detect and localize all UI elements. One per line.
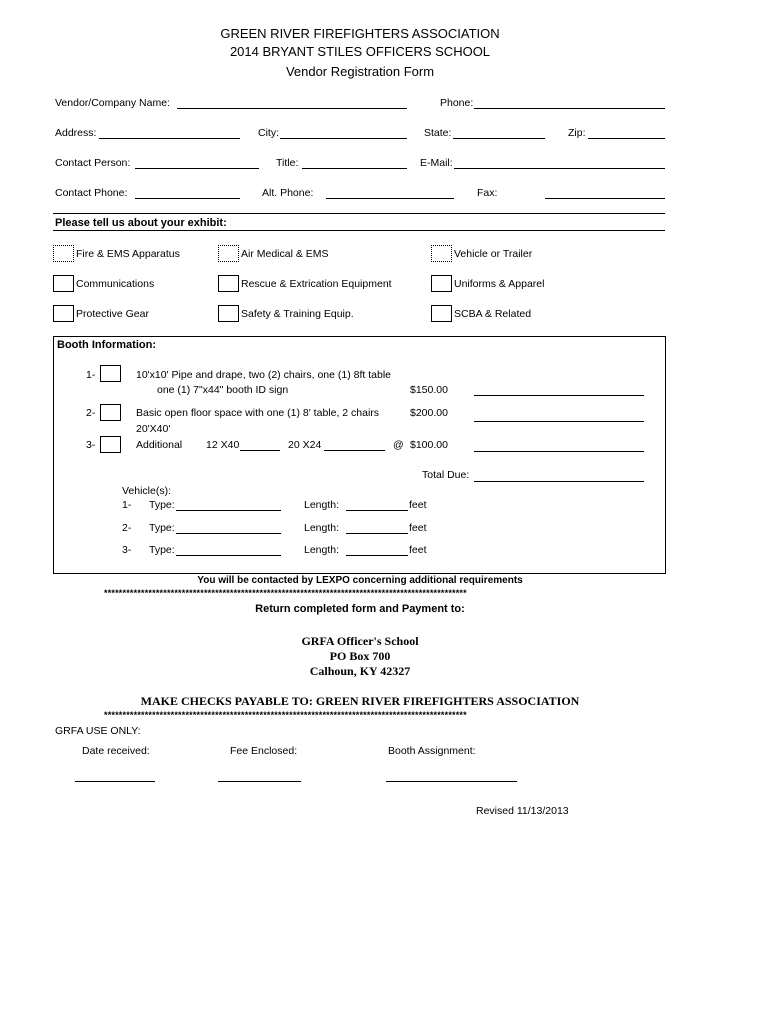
booth-assignment-label: Booth Assignment:	[388, 745, 476, 757]
booth-option3-price: $100.00	[410, 439, 448, 451]
option-communications: Communications	[76, 278, 155, 290]
stars-divider: **************************************************************************************************	[104, 588, 467, 598]
checkbox-uniforms[interactable]	[431, 275, 452, 292]
contact-phone-label: Contact Phone:	[55, 187, 128, 199]
header-line2: 2014 BRYANT STILES OFFICERS SCHOOL	[229, 44, 491, 59]
phone-label: Phone:	[440, 97, 474, 109]
email-field[interactable]	[454, 168, 665, 169]
alt-phone-label: Alt. Phone:	[262, 187, 314, 199]
vehicle2-length-field[interactable]	[346, 533, 408, 534]
revised-date: Revised 11/13/2013	[476, 805, 569, 817]
booth-size-12x40-field[interactable]	[240, 450, 280, 451]
phone-field[interactable]	[474, 108, 665, 109]
fax-label: Fax:	[477, 187, 498, 199]
booth-assignment-field[interactable]	[386, 781, 517, 782]
checkbox-safety-training[interactable]	[218, 305, 239, 322]
mail-address-line2: PO Box 700	[329, 649, 391, 663]
email-label: E-Mail:	[420, 157, 453, 169]
checkbox-fire-ems[interactable]	[53, 245, 74, 262]
form-title: Vendor Registration Form	[285, 64, 435, 79]
option-rescue: Rescue & Extrication Equipment	[241, 278, 392, 290]
address-label: Address:	[55, 127, 97, 139]
option-vehicle-trailer: Vehicle or Trailer	[454, 248, 533, 260]
exhibit-heading: Please tell us about your exhibit:	[55, 217, 227, 229]
city-field[interactable]	[280, 138, 407, 139]
checks-payable: MAKE CHECKS PAYABLE TO: GREEN RIVER FIREFIGHTERS ASSOCIATION	[140, 694, 580, 708]
date-received-label: Date received:	[82, 745, 150, 757]
vehicle3-length-field[interactable]	[346, 555, 408, 556]
contact-phone-field[interactable]	[135, 198, 240, 199]
option-safety-training: Safety & Training Equip.	[241, 308, 354, 320]
checkbox-vehicle-trailer[interactable]	[431, 245, 452, 262]
vehicle2-length-label: Length:	[304, 522, 340, 534]
booth-heading: Booth Information:	[57, 339, 156, 351]
vehicle2-type-label: Type:	[149, 522, 175, 534]
booth-option3-amount-field[interactable]	[474, 451, 644, 452]
mail-address-line3: Calhoun, KY 42327	[309, 664, 411, 678]
vehicle1-number: 1-	[122, 499, 132, 511]
option-air-medical: Air Medical & EMS	[241, 248, 329, 260]
contact-person-field[interactable]	[135, 168, 259, 169]
fax-field[interactable]	[545, 198, 665, 199]
checkbox-scba[interactable]	[431, 305, 452, 322]
checkbox-communications[interactable]	[53, 275, 74, 292]
checkbox-rescue[interactable]	[218, 275, 239, 292]
checkbox-air-medical[interactable]	[218, 245, 239, 262]
title-field[interactable]	[302, 168, 407, 169]
vehicle1-type-label: Type:	[149, 499, 175, 511]
vehicle1-unit: feet	[409, 499, 427, 511]
vehicle1-length-label: Length:	[304, 499, 340, 511]
vendor-name-label: Vendor/Company Name:	[55, 97, 170, 109]
vehicles-label: Vehicle(s):	[122, 485, 172, 497]
title-label: Title:	[276, 157, 299, 169]
checkbox-booth-option2[interactable]	[100, 404, 121, 421]
date-received-field[interactable]	[75, 781, 155, 782]
vehicle3-number: 3-	[122, 544, 132, 556]
section-divider	[53, 230, 665, 231]
return-heading: Return completed form and Payment to:	[255, 603, 465, 615]
section-divider	[53, 213, 665, 214]
option-fire-ems: Fire & EMS Apparatus	[76, 248, 180, 260]
vehicle2-number: 2-	[122, 522, 132, 534]
option-scba: SCBA & Related	[454, 308, 532, 320]
booth-size-20x24-label: 20 X24	[288, 439, 322, 451]
booth-option1-number: 1-	[86, 369, 96, 381]
checkbox-booth-option3[interactable]	[100, 436, 121, 453]
checkbox-booth-option1[interactable]	[100, 365, 121, 382]
vehicle2-type-field[interactable]	[176, 533, 281, 534]
state-field[interactable]	[453, 138, 545, 139]
checkbox-protective-gear[interactable]	[53, 305, 74, 322]
zip-label: Zip:	[568, 127, 586, 139]
mail-address-line1: GRFA Officer's School	[301, 634, 419, 648]
booth-option2-number: 2-	[86, 407, 96, 419]
vehicle3-length-label: Length:	[304, 544, 340, 556]
booth-size-12x40-label: 12 X40	[206, 439, 240, 451]
fee-enclosed-field[interactable]	[218, 781, 301, 782]
booth-option1-desc: 10'x10' Pipe and drape, two (2) chairs, one (1) 8ft table	[136, 369, 391, 381]
booth-option3-label: Additional	[136, 439, 183, 451]
contact-person-label: Contact Person:	[55, 157, 131, 169]
vehicle2-unit: feet	[409, 522, 427, 534]
vehicle1-length-field[interactable]	[346, 510, 408, 511]
fee-enclosed-label: Fee Enclosed:	[230, 745, 298, 757]
vendor-name-field[interactable]	[177, 108, 407, 109]
option-protective-gear: Protective Gear	[76, 308, 149, 320]
lexpo-note: You will be contacted by LEXPO concerning additional requirements	[197, 575, 523, 586]
booth-option2-desc2: 20'X40'	[136, 423, 171, 435]
booth-option1-price: $150.00	[410, 384, 448, 396]
state-label: State:	[424, 127, 452, 139]
booth-option2-amount-field[interactable]	[474, 421, 644, 422]
vehicle3-type-label: Type:	[149, 544, 175, 556]
booth-option2-desc: Basic open floor space with one (1) 8' table, 2 chairs	[136, 407, 380, 419]
address-field[interactable]	[99, 138, 240, 139]
vehicle3-type-field[interactable]	[176, 555, 281, 556]
at-symbol: @	[393, 439, 404, 451]
zip-field[interactable]	[588, 138, 665, 139]
grfa-use-only: GRFA USE ONLY:	[55, 725, 141, 737]
city-label: City:	[258, 127, 279, 139]
stars-divider: **************************************************************************************************	[104, 710, 467, 720]
booth-size-20x24-field[interactable]	[324, 450, 385, 451]
total-due-field[interactable]	[474, 481, 644, 482]
booth-option2-price: $200.00	[410, 407, 448, 419]
option-uniforms: Uniforms & Apparel	[454, 278, 545, 290]
booth-option3-number: 3-	[86, 439, 96, 451]
booth-option1-amount-field[interactable]	[474, 395, 644, 396]
total-due-label: Total Due:	[422, 469, 470, 481]
booth-option1-desc2: one (1) 7"x44" booth ID sign	[157, 384, 289, 396]
vehicle1-type-field[interactable]	[176, 510, 281, 511]
alt-phone-field[interactable]	[326, 198, 454, 199]
header-line1: GREEN RIVER FIREFIGHTERS ASSOCIATION	[220, 26, 500, 41]
vehicle3-unit: feet	[409, 544, 427, 556]
